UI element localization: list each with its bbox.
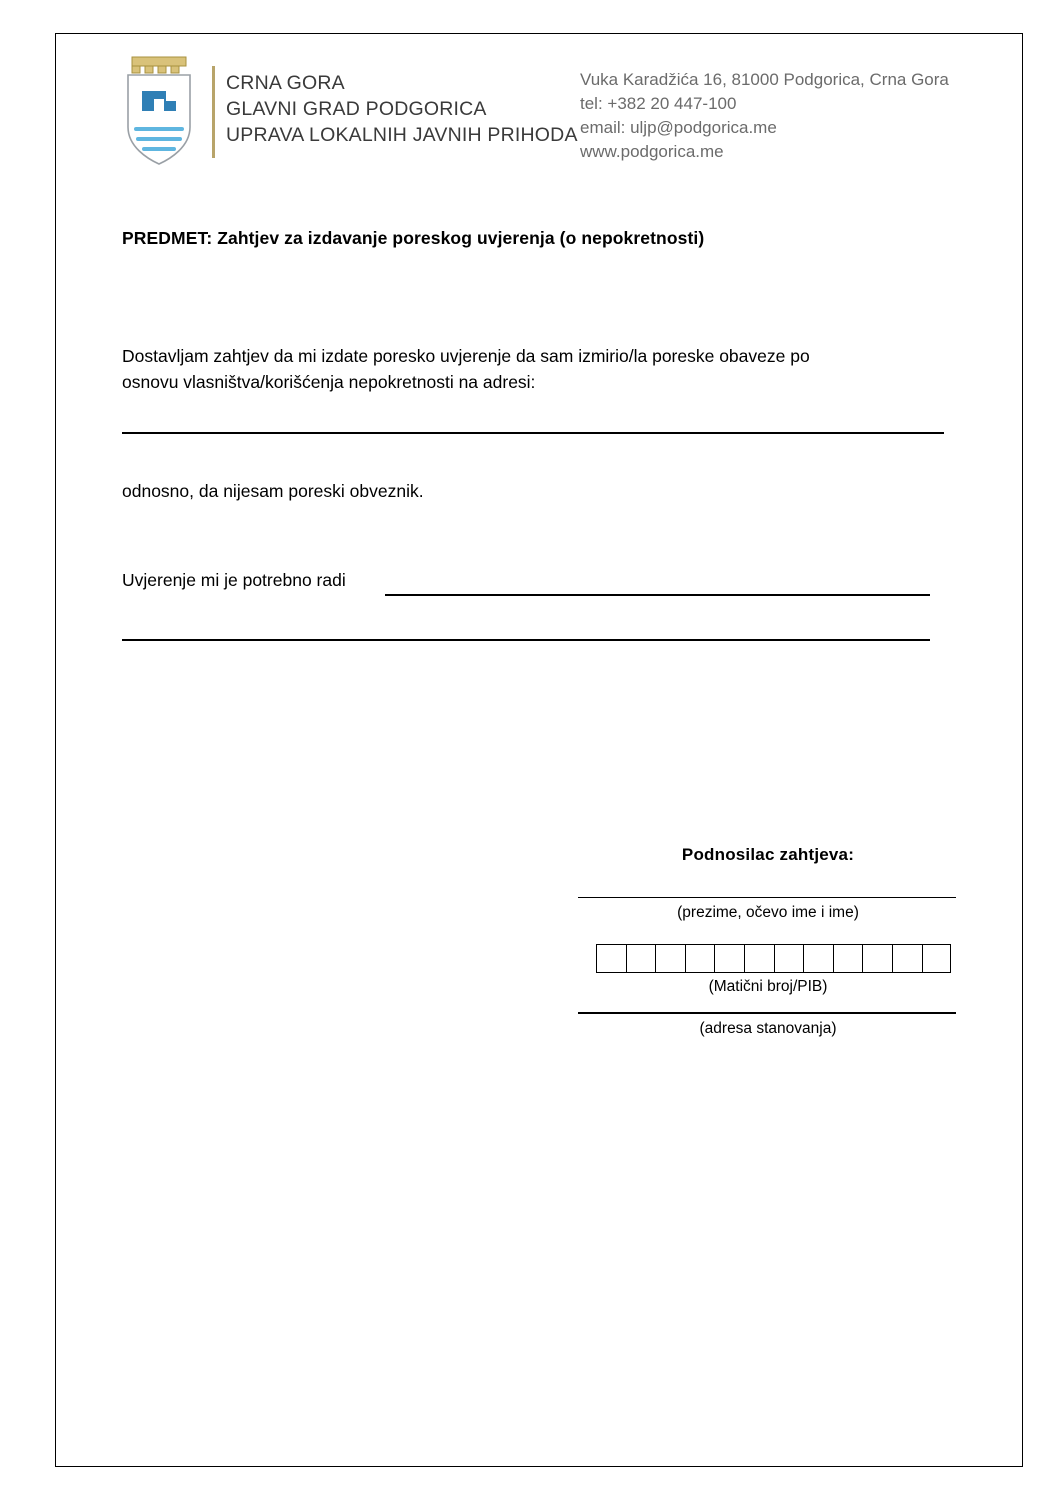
id-box-9[interactable] [833,944,863,973]
organization-line-1: CRNA GORA [226,72,345,94]
reason-fill-line-1[interactable] [385,594,930,596]
contact-website: www.podgorica.me [580,142,724,161]
id-box-1[interactable] [596,944,626,973]
id-number-boxes[interactable] [596,944,952,973]
request-paragraph-line-1: Dostavljam zahtjev da mi izdate poresko uvjerenje da sam izmirio/la poreske obaveze po [122,346,810,366]
coat-of-arms-icon [120,55,198,167]
organization-name [226,70,578,148]
applicant-signature-block [578,845,958,1038]
id-box-7[interactable] [774,944,804,973]
statement-text: odnosno, da nijesam poreski obveznik. [122,481,424,501]
id-box-3[interactable] [655,944,685,973]
header-divider [212,66,215,158]
address-fill-line[interactable] [122,432,944,434]
applicant-address-line[interactable] [578,1012,956,1013]
organization-line-2: GLAVNI GRAD PODGORICA [226,98,487,120]
request-paragraph-line-2: osnovu vlasništva/korišćenja nepokretnosti na adresi: [122,372,536,392]
id-box-6[interactable] [744,944,774,973]
contact-info [580,68,949,164]
applicant-name-caption: (prezime, očevo ime i ime) [677,904,859,922]
contact-address: Vuka Karadžića 16, 81000 Podgorica, Crna Gora [580,70,949,89]
applicant-address-caption: (adresa stanovanja) [699,1019,837,1037]
document-header [120,50,970,170]
id-number-caption: (Matični broj/PIB) [708,978,828,996]
id-box-2[interactable] [626,944,656,973]
applicant-name-line[interactable] [578,897,956,898]
reason-fill-line-2[interactable] [122,639,930,641]
id-box-8[interactable] [803,944,833,973]
id-box-10[interactable] [862,944,892,973]
id-box-12[interactable] [922,944,952,973]
contact-email: email: uljp@podgorica.me [580,118,777,137]
reason-label: Uvjerenje mi je potrebno radi [122,570,346,590]
contact-phone: tel: +382 20 447-100 [580,94,737,113]
id-box-4[interactable] [685,944,715,973]
organization-line-3: UPRAVA LOKALNIH JAVNIH PRIHODA [226,124,578,146]
id-box-5[interactable] [714,944,744,973]
applicant-title: Podnosilac zahtjeva: [681,845,855,864]
id-box-11[interactable] [892,944,922,973]
subject-line: PREDMET: Zahtjev za izdavanje poreskog uvjerenja (o nepokretnosti) [122,228,705,248]
request-paragraph [122,343,952,395]
